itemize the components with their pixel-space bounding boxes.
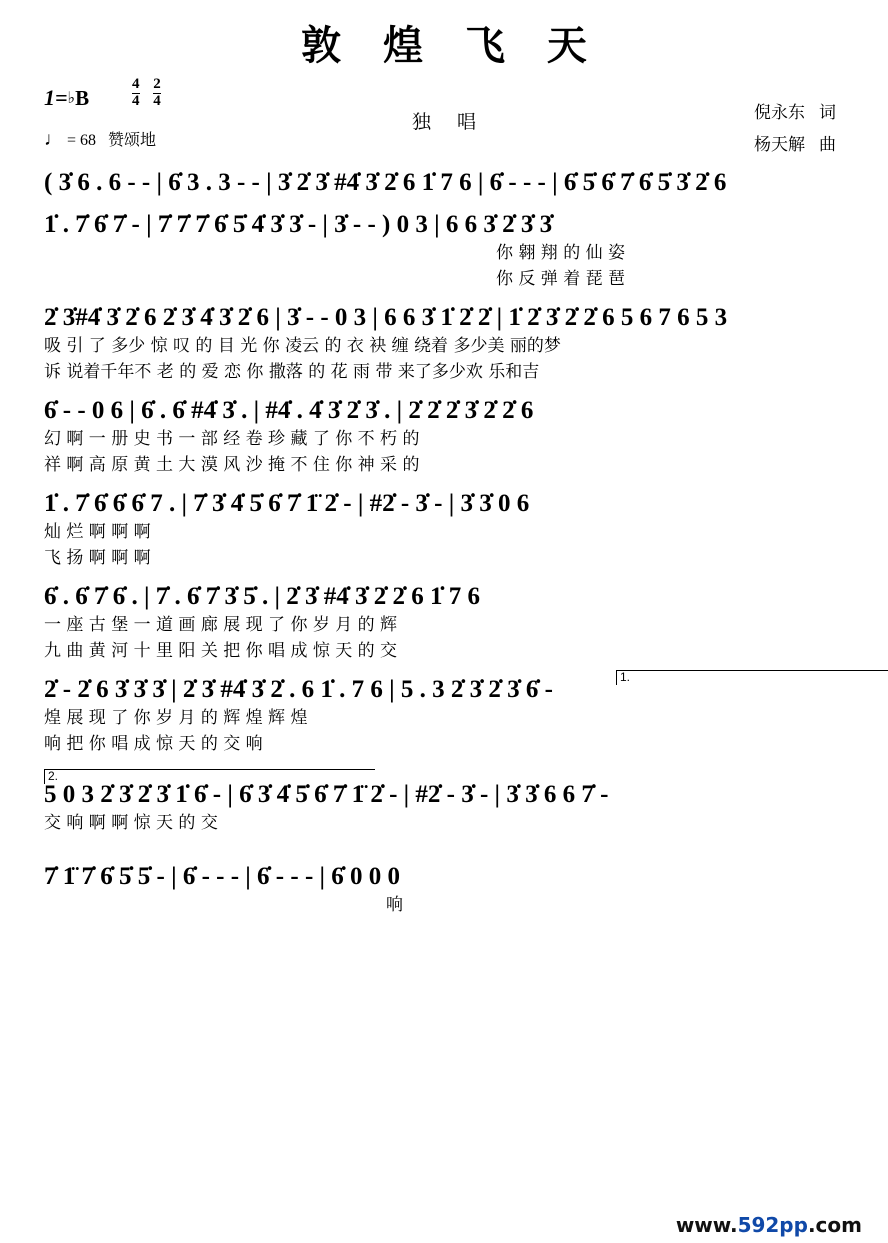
lyric-row-verse1: 你 翱 翔 的 仙 姿 bbox=[496, 243, 626, 263]
second-ending-label: 2. bbox=[48, 769, 59, 783]
spacer bbox=[26, 839, 862, 847]
lyric-row-verse2: 九 曲 黄 河 十 里 阳 关 把 你 唱 成 惊 天 的 交 bbox=[44, 640, 398, 661]
key-letter: B bbox=[75, 86, 90, 110]
note-row: 7̇ 1̈ 7̇ 6̇ 5̇ 5̇ - | 6̇ - - - | 6̇ - - - | 6̇ 0 0 0 bbox=[44, 862, 401, 890]
lyric-row-verse2: 飞 扬 啊 啊 啊 bbox=[44, 547, 151, 568]
lyric-row-verse2: 诉 说着千年不 老 的 爱 恋 你 撒落 的 花 雨 带 来了多少欢 乐和吉 bbox=[44, 361, 540, 382]
lyric-row-verse2: 你 反 弹 着 琵 琶 bbox=[496, 268, 626, 289]
first-ending-bracket bbox=[616, 670, 888, 685]
spacer bbox=[26, 480, 862, 488]
music-system-9 bbox=[26, 847, 862, 921]
time-signature-1: $\frac{4}{4}$ bbox=[132, 76, 140, 109]
second-ending-bracket bbox=[44, 769, 375, 784]
note-row: 2̇ 3̇#4̇ 3̇ 2̇ 6 2̇ 3̇ 4̇ 3̇ 2̇ 6 | 3̇ - - 0 3 | 6 6 3̇ 1̇ 2̇ 2̇ | 1̇ 2̇ 3̇ 2̇ 2̇ 6 5 6 7 6 5 3 bbox=[44, 304, 728, 331]
lyric-row-verse1: 一 座 古 堡 一 道 画 廊 展 现 了 你 岁 月 的 辉 bbox=[44, 615, 398, 635]
time-signature-2: $\frac{2}{4}$ bbox=[153, 76, 161, 109]
score-header bbox=[26, 76, 862, 167]
music-system-4 bbox=[26, 395, 862, 480]
watermark bbox=[676, 1213, 862, 1237]
credits bbox=[754, 97, 836, 162]
music-system-7 bbox=[26, 670, 862, 759]
watermark-site: 592pp bbox=[737, 1213, 808, 1237]
music-system-6 bbox=[26, 581, 862, 666]
lyric-row-verse1: 煌 展 现 了 你 岁 月 的 辉 煌 辉 煌 bbox=[44, 708, 308, 728]
lyricist-role: 词 bbox=[819, 103, 836, 123]
spacer bbox=[26, 294, 862, 302]
tempo-mood: 赞颂地 bbox=[108, 130, 157, 149]
flat-icon: ♭ bbox=[67, 90, 76, 107]
lyricist-line bbox=[754, 97, 836, 129]
page-title: 敦 煌 飞 天 bbox=[301, 23, 601, 69]
spacer bbox=[26, 387, 862, 395]
music-system-2 bbox=[26, 209, 862, 294]
lyricist-name: 倪永东 bbox=[754, 103, 805, 123]
music-system-1 bbox=[26, 167, 862, 201]
note-row: 2̇ - 2̇ 6 3̇ 3̇ 3̇ | 2̇ 3̇ #4̇ 3̇ 2̇ . 6 1̇ . 7 6 | 5 . 3 2̇ 3̇ 2̇ 3̇ 6̇ - bbox=[44, 676, 553, 703]
lyric-row-verse2: 祥 啊 高 原 黄 土 大 漠 风 沙 掩 不 住 你 神 采 的 bbox=[44, 454, 420, 475]
first-ending-label: 1. bbox=[620, 670, 631, 684]
note-row: 5 0 3 2̇ 3̇ 2̇ 3̇ 1̇ 6̇ - | 6̇ 3̇ 4̇ 5̇ 6̇ 7̇ 1̈ 2̇ - | #2̇ - 3̇ - | 3̇ 3̇ 6 6 7̇ - bbox=[44, 781, 609, 808]
lyric-row-verse1: 响 bbox=[386, 894, 403, 915]
music-system-5 bbox=[26, 488, 862, 573]
music-system-8 bbox=[26, 767, 862, 839]
composer-name: 杨天解 bbox=[754, 135, 805, 156]
note-row: 1̇ . 7̇ 6̇ 7̇ - | 7̇ 7̇ 7̇ 6̇ 5̇ 4̇ 3̇ 3̇ - | 3̇ - - ) 0 3 | 6 6 3̇ 2̇ 3̇ 3̇ bbox=[44, 211, 553, 238]
composer-role: 曲 bbox=[819, 135, 836, 156]
spacer bbox=[26, 573, 862, 581]
quarter-note-icon: ♩ bbox=[44, 129, 63, 150]
spacer bbox=[26, 759, 862, 767]
composer-line bbox=[754, 129, 836, 161]
note-row: 6̇ . 6̇ 7̇ 6̇ . | 7̇ . 6̇ 7̇ 3̇ 5̇ . | 2̇ 3̇ #4̇ 3̇ 2̇ 2̇ 6 1̇ 7 6 bbox=[44, 583, 481, 610]
time-signatures bbox=[132, 77, 171, 110]
note-row: ( 3̇ 6 . 6 - - | 6̇ 3 . 3 - - | 3̇ 2̇ 3̇ #4̇ 3̇ 2̇ 6 1̇ 7 6 | 6̇ - - - | 6̇ 5̇ 6̇ 7̇ 6̇ 5̇ 3̇ 2̇ 6 bbox=[44, 169, 727, 196]
watermark-www: www. bbox=[675, 1213, 738, 1237]
music-system-3 bbox=[26, 302, 862, 387]
lyric-row-verse1: 幻 啊 一 册 史 书 一 部 经 卷 珍 藏 了 你 不 朽 的 bbox=[44, 429, 420, 449]
spacer bbox=[26, 201, 862, 209]
lyric-row-verse1: 吸 引 了 多少 惊 叹 的 目 光 你 凌云 的 衣 袂 缠 绕着 多少美 丽的梦 bbox=[44, 336, 561, 356]
lyric-row-verse1: 灿 烂 啊 啊 啊 bbox=[44, 522, 151, 542]
sheet-music-page bbox=[0, 14, 888, 1243]
voicing-label: 独 唱 bbox=[411, 111, 487, 133]
watermark-com: .com bbox=[807, 1213, 862, 1237]
note-row: 6̇ - - 0 6 | 6̇ . 6̇ #4̇ 3̇ . | #4̇ . 4̇ 3̇ 2̇ 3̇ . | 2̇ 2̇ 2̇ 3̇ 2̇ 2̇ 6 bbox=[44, 397, 534, 424]
key-number: 1= bbox=[44, 85, 68, 110]
note-row: 1̇ . 7̇ 6̇ 6̇ 6̇ 7 . | 7̇ 3̇ 4̇ 5̇ 6̇ 7̇ 1̈ 2̇ - | #2̇ - 3̇ - | 3̇ 3̇ 0 6 bbox=[44, 490, 530, 517]
tempo-value: = 68 bbox=[67, 132, 97, 149]
lyric-row-verse2: 响 把 你 唱 成 惊 天 的 交 响 bbox=[44, 733, 263, 754]
lyric-row-verse1: 交 响 啊 啊 惊 天 的 交 bbox=[44, 813, 218, 833]
